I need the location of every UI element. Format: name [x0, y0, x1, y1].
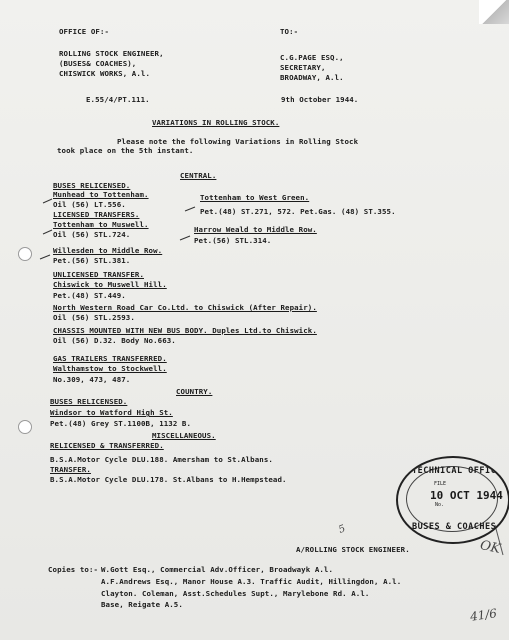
document-title: VARIATIONS IN ROLLING STOCK. [152, 118, 280, 127]
copies-line-3: Clayton. Coleman, Asst.Schedules Supt., Marylebone Rd. A.l. [101, 589, 370, 598]
chassis-detail: Oil (56) D.32. Body No.663. [53, 336, 176, 345]
buses-relicensed-heading: BUSES RELICENSED. [53, 181, 131, 190]
tick-mark [43, 199, 52, 203]
tick-mark [180, 236, 190, 240]
signature-title: A/ROLLING STOCK ENGINEER. [296, 545, 410, 554]
chiswick-muswell-route: Chiswick to Muswell Hill. [53, 280, 167, 289]
bsa-motorcycle-188: B.S.A.Motor Cycle DLU.188. Amersham to St.Albans. [50, 455, 273, 464]
to-label: TO:- [280, 27, 299, 36]
tottenham-west-detail: Pet.(48) ST.271, 572. Pet.Gas. (48) ST.355. [200, 207, 396, 216]
country-heading: COUNTRY. [176, 387, 213, 396]
gas-trailers-heading: GAS TRAILERS TRANSFERRED. [53, 354, 167, 363]
technical-officer-stamp [396, 456, 509, 544]
windsor-route: Windsor to Watford High St. [50, 408, 173, 417]
central-heading: CENTRAL. [180, 171, 217, 180]
to-line-2: SECRETARY, [280, 63, 326, 72]
licensed-transfers-heading: LICENSED TRANSFERS. [53, 210, 140, 219]
tick-mark [40, 255, 50, 259]
stamp-date: 10 OCT 1944 [430, 489, 503, 502]
stamp-no-label: No. [435, 502, 445, 508]
tick-mark [43, 230, 52, 234]
intro-line-2: took place on the 5th instant. [57, 146, 194, 155]
harrow-detail: Pet.(56) STL.314. [194, 236, 272, 245]
chiswick-muswell-detail: Pet.(48) ST.449. [53, 291, 126, 300]
copies-line-1: W.Gott Esq., Commercial Adv.Officer, Broadwayk A.l. [101, 565, 334, 574]
walthamstow-detail: No.309, 473, 487. [53, 375, 131, 384]
reference-number: E.55/4/PT.111. [86, 95, 150, 104]
transfer-heading: TRANSFER. [50, 465, 91, 474]
handwritten-mark: 5 [337, 523, 348, 536]
tottenham-muswell-route: Tottenham to Muswell. [53, 220, 149, 229]
miscellaneous-heading: MISCELLANEOUS. [152, 431, 216, 440]
bsa-motorcycle-178: B.S.A.Motor Cycle DLU.178. St.Albans to H.Hempstead. [50, 475, 287, 484]
munhead-detail: Oil (56) LT.556. [53, 200, 126, 209]
copies-line-4: Base, Reigate A.5. [101, 600, 183, 609]
from-line-1: ROLLING STOCK ENGINEER, [59, 49, 164, 58]
copies-line-2: A.F.Andrews Esq., Manor House A.3. Traffic Audit, Hillingdon, A.l. [101, 577, 402, 586]
buses-relicensed-heading-2: BUSES RELICENSED. [50, 397, 128, 406]
tottenham-muswell-detail: Oil (56) STL.724. [53, 230, 131, 239]
harrow-route: Harrow Weald to Middle Row. [194, 225, 317, 234]
stamp-bottom-text: BUSES & COACHES [412, 522, 497, 532]
walthamstow-route: Walthamstow to Stockwell. [53, 364, 167, 373]
intro-line-1: Please note the following Variations in Rolling Stock [117, 137, 359, 146]
handwritten-ok: OK [478, 538, 502, 557]
from-line-3: CHISWICK WORKS, A.l. [59, 69, 150, 78]
copies-label: Copies to:- [48, 565, 99, 574]
relicensed-transferred-heading: RELICENSED & TRANSFERRED. [50, 441, 164, 450]
willesden-route: Willesden to Middle Row. [53, 246, 163, 255]
from-line-2: (BUSES& COACHES), [59, 59, 137, 68]
to-line-3: BROADWAY, A.l. [280, 73, 344, 82]
office-of-label: OFFICE OF:- [59, 27, 110, 36]
chassis-heading: CHASSIS MOUNTED WITH NEW BUS BODY. Duples Ltd.to Chiswick. [53, 326, 317, 335]
stamp-top-text: TECHNICAL OFFICER [412, 466, 508, 476]
document-date: 9th October 1944. [281, 95, 359, 104]
tottenham-west-route: Tottenham to West Green. [200, 193, 310, 202]
north-western-route: North Western Road Car Co.Ltd. to Chiswick (After Repair). [53, 303, 317, 312]
stamp-file-label: FILE [434, 481, 447, 487]
handwritten-file-number: 41/6 [469, 606, 498, 624]
windsor-detail: Pet.(48) Grey ST.1100B, 1132 B. [50, 419, 192, 428]
to-line-1: C.G.PAGE ESQ., [280, 53, 344, 62]
tick-mark [185, 207, 195, 211]
north-western-detail: Oil (56) STL.2593. [53, 313, 135, 322]
willesden-detail: Pet.(56) STL.381. [53, 256, 131, 265]
munhead-route: Munhead to Tottenham. [53, 190, 149, 199]
unlicensed-transfer-heading: UNLICENSED TRANSFER. [53, 270, 144, 279]
